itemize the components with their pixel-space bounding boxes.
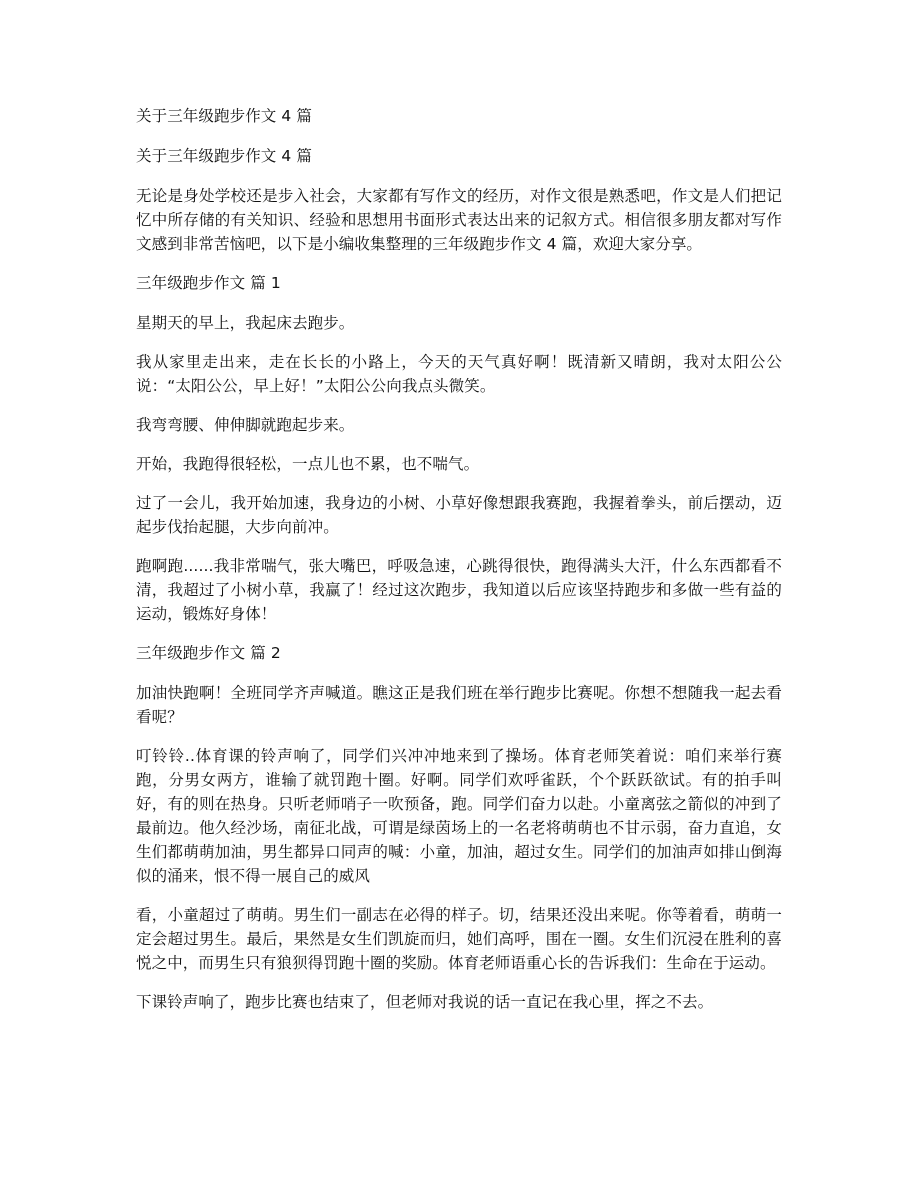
document-title: 关于三年级跑步作文 4 篇 [136,107,313,125]
essay-2-paragraph: 看，小童超过了萌萌。男生们一副志在必得的样子。切，结果还没出来呢。你等着看，萌萌一定会超过男生。最后，果然是女生们凯旋而归，她们高呼，围在一圈。女生们沉浸在胜利的喜悦之中，而男生只有狼狈得罚跑十圈的奖励。体育老师语重心长的告诉我们：生命在于运动。 [136,906,782,972]
essay-1-heading: 三年级跑步作文 篇 1 [136,274,281,292]
essay-1-paragraph: 星期天的早上，我起床去跑步。 [136,314,355,332]
essay-1-paragraph: 开始，我跑得很轻松，一点儿也不累，也不喘气。 [136,455,480,473]
intro-paragraph: 无论是身处学校还是步入社会，大家都有写作文的经历，对作文很是熟悉吧，作文是人们把记忆中所存储的有关知识、经验和思想用书面形式表达出来的记叙方式。相信很多朋友都对写作文感到非常苦恼吧，以下是小编收集整理的三年级跑步作文 4 篇，欢迎大家分享。 [136,187,782,253]
essay-1-paragraph: 过了一会儿，我开始加速，我身边的小树、小草好像想跟我赛跑，我握着拳头，前后摆动，迈起步伐抬起腿，大步向前冲。 [136,494,782,536]
essay-2-paragraph: 叮铃铃..体育课的铃声响了，同学们兴冲冲地来到了操场。体育老师笑着说：咱们来举行赛跑，分男女两方，谁输了就罚跑十圈。好啊。同学们欢呼雀跃，个个跃跃欲试。有的拍手叫好，有的则在热身。只听老师哨子一吹预备，跑。同学们奋力以赴。小童离弦之箭似的冲到了最前边。他久经沙场，南征北战，可谓是绿茵场上的一名老将萌萌也不甘示弱，奋力直追，女生们都萌萌加油，男生都异口同声的喊：小童，加油，超过女生。同学们的加油声如排山倒海似的涌来，恨不得一展自己的威风 [136,747,782,885]
essay-2-heading: 三年级跑步作文 篇 2 [136,644,281,662]
essay-1-paragraph: 我弯弯腰、伸伸脚就跑起步来。 [136,416,355,434]
essay-2-paragraph: 下课铃声响了，跑步比赛也结束了，但老师对我说的话一直记在我心里，挥之不去。 [136,993,714,1011]
essay-1-paragraph: 我从家里走出来，走在长长的小路上，今天的天气真好啊！既清新又晴朗，我对太阳公公说：“太阳公公，早上好！”太阳公公向我点头微笑。 [136,353,782,395]
essay-1-paragraph: 跑啊跑......我非常喘气，张大嘴巴，呼吸急速，心跳得很快，跑得满头大汗，什么东西都看不清，我超过了小树小草，我赢了！经过这次跑步，我知道以后应该坚持跑步和多做一些有益的运动，锻炼好身体！ [136,557,782,623]
essay-2-paragraph: 加油快跑啊！全班同学齐声喊道。瞧这正是我们班在举行跑步比赛呢。你想不想随我一起去看看呢？ [136,684,782,726]
document-page [136,104,782,1029]
document-subtitle: 关于三年级跑步作文 4 篇 [136,147,313,165]
